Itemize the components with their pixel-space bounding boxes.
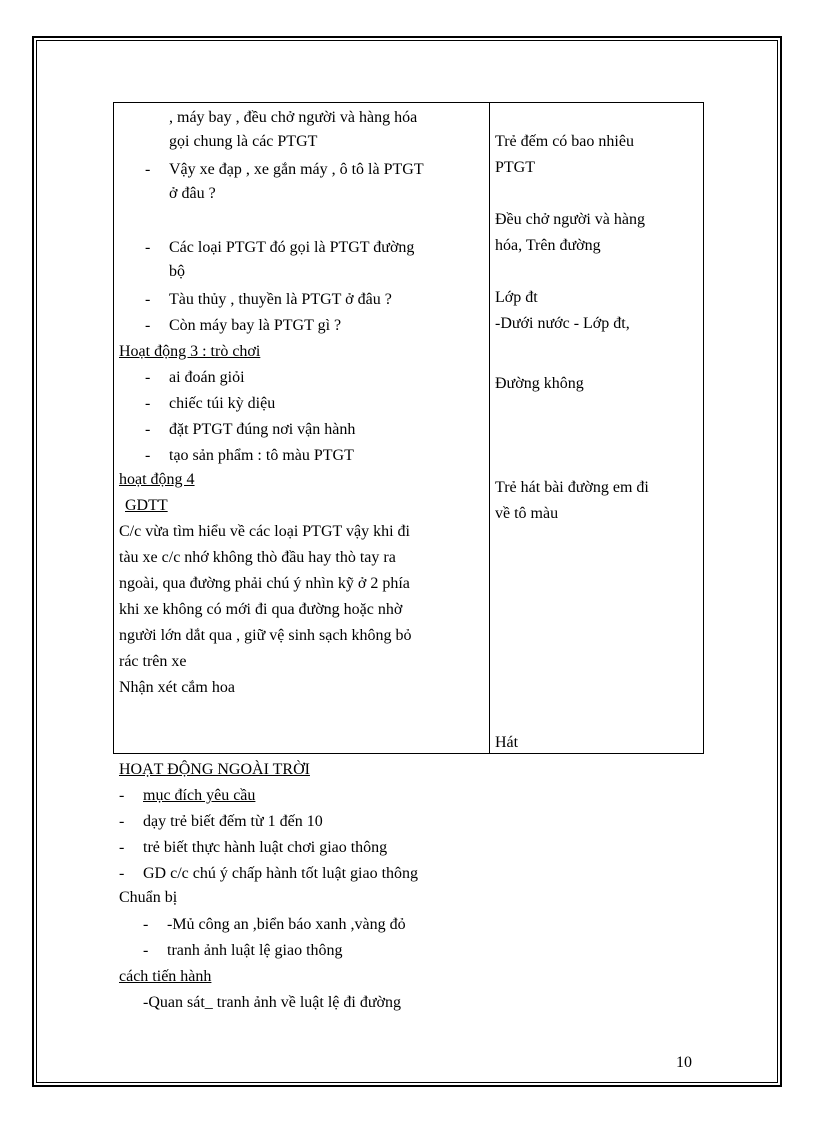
left-bullet-line: - Còn máy bay là PTGT gì ? (169, 315, 341, 337)
prep-heading: Chuẩn bị (119, 889, 178, 906)
gdtt-paragraph-line: ngoài, qua đường phải chú ý nhìn kỹ ở 2 phía (119, 575, 410, 592)
activity-3-heading: Hoạt động 3 : trò chơi (119, 343, 261, 360)
gdtt-heading: GDTT (125, 497, 168, 514)
right-line: về tô màu (495, 505, 559, 522)
left-line: bộ (169, 263, 185, 280)
game-item: - đặt PTGT đúng nơi vận hành (169, 419, 355, 441)
prep-item: - -Mủ công an ,biển báo xanh ,vàng đỏ (167, 914, 406, 936)
activity-table (113, 102, 704, 754)
game-item: - ai đoán giỏi (169, 367, 245, 389)
method-heading: cách tiến hành (119, 968, 212, 985)
page-number: 10 (676, 1054, 692, 1071)
outdoor-item: - trẻ biết thực hành luật chơi giao thông (143, 837, 387, 859)
outdoor-title: HOẠT ĐỘNG NGOÀI TRỜI (119, 761, 310, 778)
table-column-divider (489, 103, 490, 753)
evaluation-line: Nhận xét cắm hoa (119, 679, 235, 696)
right-line: Đều chở người và hàng (495, 211, 645, 228)
left-line: ở đâu ? (169, 185, 216, 202)
gdtt-paragraph-line: C/c vừa tìm hiểu về các loại PTGT vậy khi đi (119, 523, 410, 540)
method-line: -Quan sát_ tranh ảnh về luật lệ đi đường (143, 994, 401, 1011)
right-line: -Dưới nước - Lớp đt, (495, 315, 630, 332)
left-bullet-line: - Các loại PTGT đó gọi là PTGT đường (169, 237, 414, 259)
outdoor-item: - GD c/c chú ý chấp hành tốt luật giao thông (143, 863, 418, 885)
left-line: gọi chung là các PTGT (169, 133, 318, 150)
right-line: Lớp đt (495, 289, 538, 306)
right-line: Hát (495, 734, 519, 751)
gdtt-paragraph-line: rác trên xe (119, 653, 187, 670)
right-line: Đường không (495, 375, 584, 392)
gdtt-paragraph-line: khi xe không có mới đi qua đường hoặc nhờ (119, 601, 403, 618)
right-line: Trẻ đếm có bao nhiêu (495, 133, 634, 150)
right-line: Trẻ hát bài đường em đi (495, 479, 649, 496)
left-bullet-line: - Vậy xe đạp , xe gắn máy , ô tô là PTGT (169, 159, 424, 181)
left-bullet-line: - Tàu thủy , thuyền là PTGT ở đâu ? (169, 289, 392, 311)
prep-item: - tranh ảnh luật lệ giao thông (167, 940, 343, 962)
game-item: - tạo sản phẩm : tô màu PTGT (169, 445, 354, 467)
activity-4-heading: hoạt động 4 (119, 471, 195, 488)
right-line: PTGT (495, 159, 535, 176)
right-line: hóa, Trên đường (495, 237, 601, 254)
left-line: , máy bay , đều chở người và hàng hóa (169, 109, 418, 126)
gdtt-paragraph-line: người lớn dắt qua , giữ vệ sinh sạch không bỏ (119, 627, 412, 644)
gdtt-paragraph-line: tàu xe c/c nhớ không thò đầu hay thò tay ra (119, 549, 396, 566)
outdoor-item (143, 785, 255, 807)
game-item: - chiếc túi kỳ diệu (169, 393, 275, 415)
outdoor-item: - dạy trẻ biết đếm từ 1 đến 10 (143, 811, 323, 833)
purpose-heading: mục đích yêu cầu (143, 787, 256, 804)
